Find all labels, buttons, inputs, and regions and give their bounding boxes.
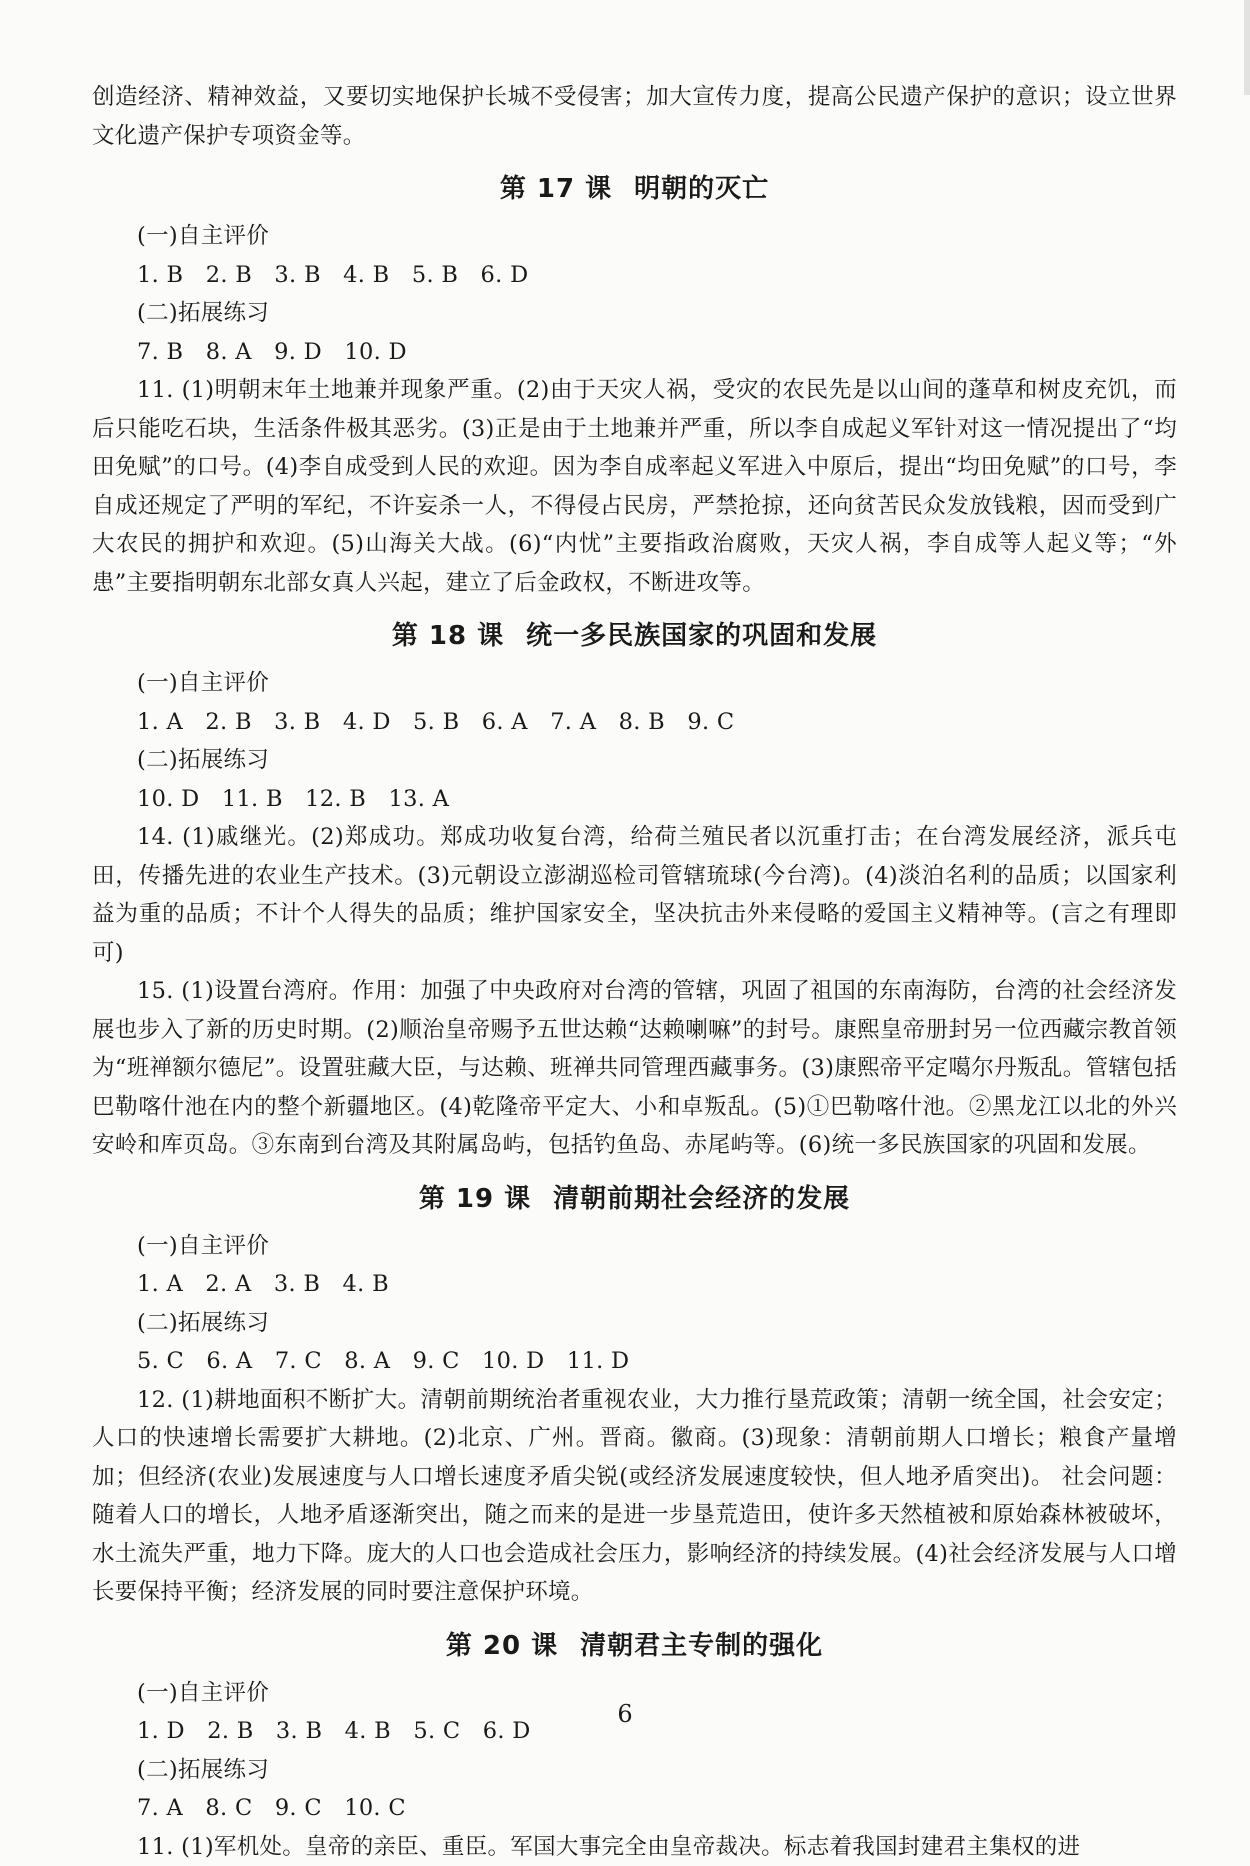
self-eval-label: (一)自主评价 (92, 217, 1177, 256)
self-eval-answers: 1. B 2. B 3. B 4. B 5. B 6. D (92, 256, 1177, 295)
ext-answers: 5. C 6. A 7. C 8. A 9. C 10. D 11. D (92, 1342, 1177, 1381)
self-eval-answers: 1. A 2. B 3. B 4. D 5. B 6. A 7. A 8. B 9. C (92, 703, 1177, 742)
lesson-heading (92, 1179, 1177, 1219)
answer-paragraph: 14. (1)戚继光。(2)郑成功。郑成功收复台湾，给荷兰殖民者以沉重打击；在台湾发展经济，派兵屯田，传播先进的农业生产技术。(3)元朝设立澎湖巡检司管辖琉球(今台湾)。(4)淡泊名利的品质；以国家利益为重的品质；不计个人得失的品质；维护国家安全，坚决抗击外来侵略的爱国主义精神等。(言之有理即可) (92, 818, 1177, 972)
ext-answers: 7. A 8. C 9. C 10. C (92, 1789, 1177, 1828)
self-eval-label: (一)自主评价 (92, 664, 1177, 703)
answer-paragraph: 11. (1)军机处。皇帝的亲臣、重臣。军国大事完全由皇帝裁决。标志着我国封建君主集权的进 (92, 1828, 1177, 1866)
ext-label: (二)拓展练习 (92, 294, 1177, 333)
lesson-17 (92, 169, 1177, 602)
lesson-number: 第 19 课 (419, 1184, 531, 1214)
page-number: 6 (0, 1700, 1250, 1728)
page-edge-shadow (1244, 0, 1250, 95)
answer-paragraph: 15. (1)设置台湾府。作用：加强了中央政府对台湾的管辖，巩固了祖国的东南海防，台湾的社会经济发展也步入了新的历史时期。(2)顺治皇帝赐予五世达赖“达赖喇嘛”的封号。康熙皇帝册封另一位西藏宗教首领为“班禅额尔德尼”。设置驻藏大臣，与达赖、班禅共同管理西藏事务。(3)康熙帝平定噶尔丹叛乱。管辖包括巴勒喀什池在内的整个新疆地区。(4)乾隆帝平定大、小和卓叛乱。(5)①巴勒喀什池。②黑龙江以北的外兴安岭和库页岛。③东南到台湾及其附属岛屿，包括钓鱼岛、赤尾屿等。(6)统一多民族国家的巩固和发展。 (92, 972, 1177, 1165)
self-eval-answers: 1. D 2. B 3. B 4. B 5. C 6. D (92, 1712, 1177, 1751)
lesson-title: 统一多民族国家的巩固和发展 (526, 621, 877, 651)
answer-paragraph: 11. (1)明朝末年土地兼并现象严重。(2)由于天灾人祸，受灾的农民先是以山间的蓬草和树皮充饥，而后只能吃石块，生活条件极其恶劣。(3)正是由于土地兼并严重，所以李自成起义军针对这一情况提出了“均田免赋”的口号。(4)李自成受到人民的欢迎。因为李自成率起义军进入中原后，提出“均田免赋”的口号，李自成还规定了严明的军纪，不许妄杀一人，不得侵占民房，严禁抢掠，还向贫苦民众发放钱粮，因而受到广大农民的拥护和欢迎。(5)山海关大战。(6)“内忧”主要指政治腐败，天灾人祸，李自成等人起义等；“外患”主要指明朝东北部女真人兴起，建立了后金政权，不断进攻等。 (92, 371, 1177, 602)
lesson-20 (92, 1626, 1177, 1866)
lesson-number: 第 17 课 (500, 174, 612, 204)
lesson-heading (92, 1626, 1177, 1666)
self-eval-label: (一)自主评价 (92, 1674, 1177, 1713)
self-eval-label: (一)自主评价 (92, 1227, 1177, 1266)
self-eval-answers: 1. A 2. A 3. B 4. B (92, 1265, 1177, 1304)
ext-label: (二)拓展练习 (92, 1751, 1177, 1790)
lesson-title: 清朝君主专制的强化 (580, 1631, 823, 1661)
lesson-number: 第 18 课 (392, 621, 504, 651)
lesson-heading (92, 169, 1177, 209)
ext-answers: 10. D 11. B 12. B 13. A (92, 780, 1177, 819)
intro-paragraph: 创造经济、精神效益，又要切实地保护长城不受侵害；加大宣传力度，提高公民遗产保护的意识；设立世界文化遗产保护专项资金等。 (92, 78, 1177, 155)
lesson-title: 明朝的灭亡 (634, 174, 769, 204)
answer-page (92, 78, 1177, 1866)
lesson-number: 第 20 课 (446, 1631, 558, 1661)
ext-label: (二)拓展练习 (92, 1304, 1177, 1343)
lesson-18 (92, 616, 1177, 1165)
lesson-title: 清朝前期社会经济的发展 (553, 1184, 850, 1214)
answer-paragraph: 12. (1)耕地面积不断扩大。清朝前期统治者重视农业，大力推行垦荒政策；清朝一统全国，社会安定；人口的快速增长需要扩大耕地。(2)北京、广州。晋商。徽商。(3)现象：清朝前期人口增长；粮食产量增加；但经济(农业)发展速度与人口增长速度矛盾尖锐(或经济发展速度较快，但人地矛盾突出)。 社会问题：随着人口的增长，人地矛盾逐渐突出，随之而来的是进一步垦荒造田，使许多天然植被和原始森林被破坏，水土流失严重，地力下降。庞大的人口也会造成社会压力，影响经济的持续发展。(4)社会经济发展与人口增长要保持平衡；经济发展的同时要注意保护环境。 (92, 1381, 1177, 1612)
lesson-heading (92, 616, 1177, 656)
ext-label: (二)拓展练习 (92, 741, 1177, 780)
lesson-19 (92, 1179, 1177, 1612)
ext-answers: 7. B 8. A 9. D 10. D (92, 333, 1177, 372)
